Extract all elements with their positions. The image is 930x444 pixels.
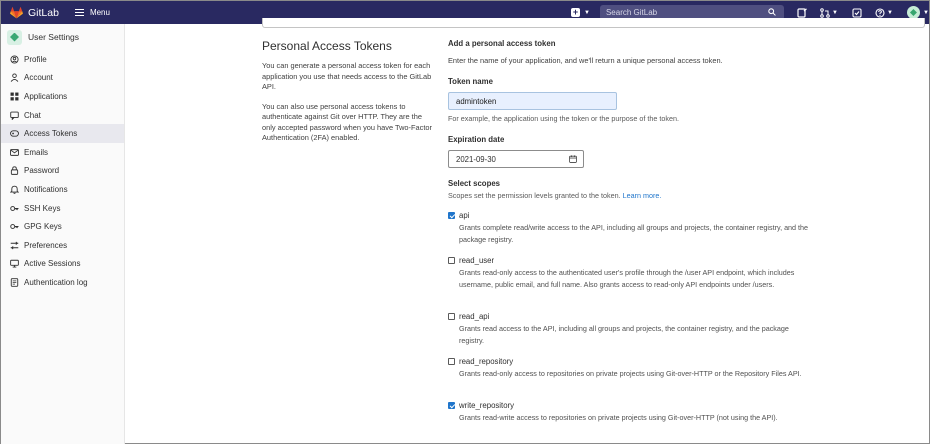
scope-checkbox-read-api[interactable]: [448, 313, 455, 320]
token-name-help: For example, the application using the token or the purpose of the token.: [448, 114, 679, 123]
sidebar-item-applications[interactable]: [1, 87, 124, 106]
sidebar-item-emails[interactable]: [1, 143, 124, 162]
help-icon: [875, 8, 885, 18]
todo-check-icon: [852, 8, 862, 18]
key-icon: [10, 222, 19, 231]
scope-read-api: [448, 312, 808, 352]
token-icon: [10, 129, 19, 138]
scope-description: Grants read-only access to repositories on private projects using Git-over-HTTP or the Repository Files API.: [459, 369, 802, 378]
sidebar-item-label: Password: [24, 166, 60, 176]
calendar-icon: [569, 155, 577, 163]
sidebar-item-label: Account: [24, 73, 53, 83]
sidebar-item-label: Profile: [24, 54, 47, 64]
sidebar-item-label: SSH Keys: [24, 203, 61, 213]
expiration-date-label: Expiration date: [448, 135, 505, 144]
scopes-help: [448, 191, 661, 200]
scopes-help-text: Scopes set the permission levels granted to the token.: [448, 191, 621, 200]
scope-read-repository: [448, 357, 808, 397]
bell-icon: [10, 185, 19, 194]
sidebar-item-label: Emails: [24, 147, 49, 157]
chat-icon: [10, 111, 19, 120]
sidebar-item-label: Applications: [24, 91, 68, 101]
sidebar-item-label: GPG Keys: [24, 222, 62, 232]
sidebar-title: User Settings: [28, 32, 80, 42]
gitlab-tanuki-icon: [10, 7, 23, 19]
search-settings-input[interactable]: [262, 18, 925, 28]
user-menu-button[interactable]: [907, 7, 930, 18]
sidebar-item-chat[interactable]: [1, 106, 124, 125]
gitlab-logo[interactable]: [10, 7, 59, 19]
user-settings-avatar: [7, 30, 22, 45]
brand-name: GitLab: [28, 6, 59, 19]
search-icon: [768, 8, 776, 16]
lock-icon: [10, 166, 19, 175]
scope-name[interactable]: read_repository: [459, 357, 514, 366]
sidebar-item-notifications[interactable]: [1, 180, 124, 199]
todos-button[interactable]: [852, 7, 863, 18]
scope-name[interactable]: api: [459, 211, 470, 220]
sidebar-item-preferences[interactable]: [1, 236, 124, 255]
description-paragraph-1: You can generate a personal access token for each application you use that needs access to the GitLab API.: [262, 61, 432, 91]
scope-description: Grants read-write access to repositories on private projects using Git-over-HTTP (not using the API).: [459, 413, 778, 422]
preferences-icon: [10, 241, 19, 250]
sidebar-item-password[interactable]: [1, 162, 124, 181]
issues-button[interactable]: [797, 7, 808, 18]
sidebar-item-label: Access Tokens: [24, 129, 78, 139]
sidebar-item-account[interactable]: [1, 69, 124, 88]
key-icon: [10, 204, 19, 213]
learn-more-link[interactable]: Learn more.: [622, 191, 662, 200]
navbar-icons: [797, 7, 930, 18]
scope-name[interactable]: read_api: [459, 312, 490, 321]
token-name-input[interactable]: [448, 92, 617, 110]
sidebar-item-authentication-log[interactable]: [1, 273, 124, 292]
page-title: Personal Access Tokens: [262, 39, 392, 53]
plus-icon: +: [572, 7, 579, 17]
search-input[interactable]: [606, 8, 756, 17]
profile-icon: [10, 55, 19, 64]
sidebar-item-label: Authentication log: [24, 277, 88, 287]
form-intro: Enter the name of your application, and we'll return a unique personal access token.: [448, 56, 723, 65]
merge-request-icon: [820, 8, 830, 18]
scope-checkbox-api[interactable]: [448, 212, 455, 219]
scope-checkbox-read-user[interactable]: [448, 257, 455, 264]
scope-name[interactable]: write_repository: [459, 401, 515, 410]
sidebar-item-label: Preferences: [24, 240, 68, 250]
help-button[interactable]: [875, 7, 895, 18]
main-content: [126, 24, 929, 444]
scope-read-user: [448, 256, 808, 308]
applications-icon: [10, 92, 19, 101]
scope-api: [448, 211, 808, 251]
sidebar-item-active-sessions[interactable]: [1, 255, 124, 274]
description-paragraph-2: You can also use personal access tokens to authenticate against Git over HTTP. They are the only accepted password when you have Two-Factor Authentication (2FA) enabled.: [262, 101, 432, 142]
sidebar-header[interactable]: [1, 24, 124, 50]
menu-label: Menu: [89, 8, 110, 17]
menu-button[interactable]: [75, 8, 110, 17]
scope-description: Grants read access to the API, including all groups and projects, the container registry, and the package registry.: [459, 324, 789, 345]
token-name-label: Token name: [448, 77, 493, 86]
sidebar-item-access-tokens[interactable]: [1, 124, 124, 143]
page-description: [262, 39, 432, 153]
account-icon: [10, 73, 19, 82]
expiration-date-value: 2021-09-30: [456, 154, 496, 164]
settings-sidebar: [1, 24, 125, 444]
scope-description: Grants complete read/write access to the API, including all groups and projects, the container registry, and the package registry.: [459, 223, 809, 244]
chevron-down-icon: ▼: [584, 9, 590, 16]
sidebar-item-gpg-keys[interactable]: [1, 217, 124, 236]
sidebar-item-label: Chat: [24, 110, 41, 120]
sidebar-item-ssh-keys[interactable]: [1, 199, 124, 218]
new-dropdown-button[interactable]: [571, 8, 590, 17]
scope-name[interactable]: read_user: [459, 256, 495, 265]
scope-checkbox-read-repository[interactable]: [448, 358, 455, 365]
issues-icon: [797, 8, 807, 18]
form-heading: Add a personal access token: [448, 39, 556, 48]
expiration-date-input[interactable]: [448, 150, 584, 168]
hamburger-icon: [75, 9, 84, 16]
select-scopes-label: Select scopes: [448, 179, 501, 188]
sessions-icon: [10, 259, 19, 268]
scope-write-repository: [448, 401, 808, 441]
email-icon: [10, 148, 19, 157]
log-icon: [10, 278, 19, 287]
scope-description: Grants read-only access to the authenticated user's profile through the /user API endpoint, which includes username, public email, and full name. Also grants access to read-only API endpoints under /users.: [459, 268, 795, 289]
sidebar-item-profile[interactable]: [1, 50, 124, 69]
chevron-down-icon: ▼: [831, 9, 838, 16]
chevron-down-icon: ▼: [922, 9, 929, 16]
sidebar-nav: [1, 50, 124, 292]
sidebar-item-label: Notifications: [24, 184, 68, 194]
chevron-down-icon: ▼: [886, 9, 893, 16]
scope-checkbox-write-repository[interactable]: [448, 402, 455, 409]
merge-requests-button[interactable]: [820, 7, 840, 18]
sidebar-item-label: Active Sessions: [24, 259, 81, 269]
